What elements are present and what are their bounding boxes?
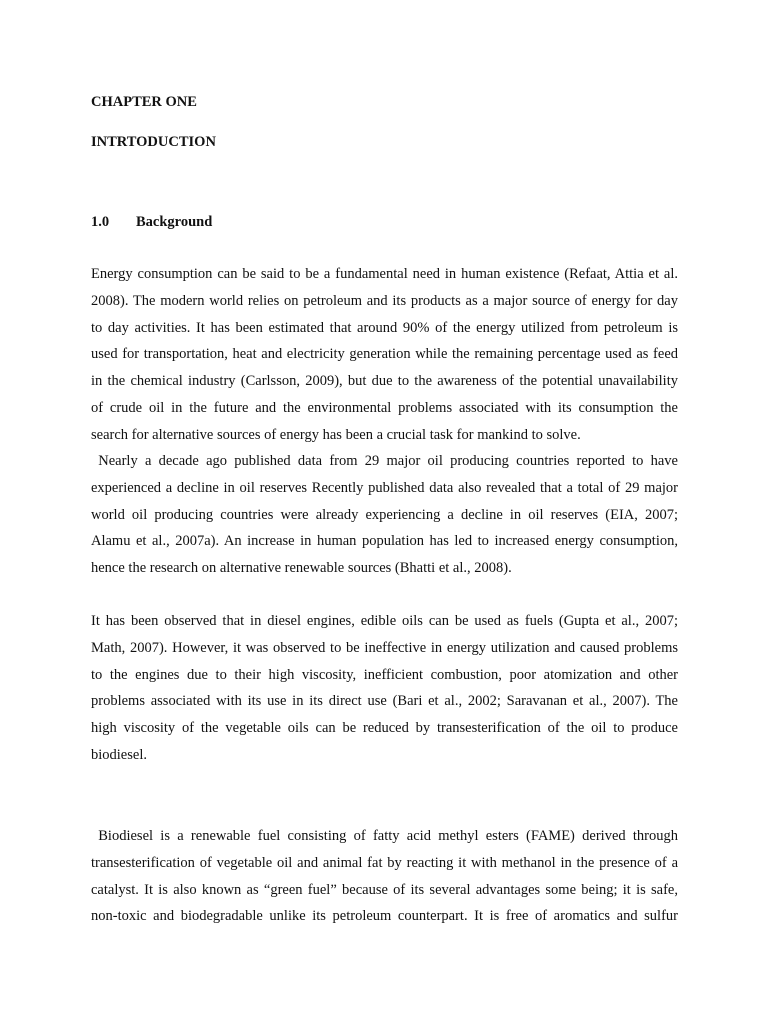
text-line: It has been observed that in diesel engines, edible oils can be used as fuels (Gupta et al., 2007; <box>91 613 678 629</box>
section-title: Background <box>136 214 213 230</box>
text-line: world oil producing countries were already experiencing a decline in oil reserves (EIA, 2007; <box>91 506 678 523</box>
text-line: non-toxic and biodegradable unlike its petroleum counterpart. It is free of aromatics and sulfur <box>91 908 678 925</box>
chapter-label: CHAPTER ONE <box>91 94 197 110</box>
text-line: Energy consumption can be said to be a fundamental need in human existence (Refaat, Attia et al. <box>91 266 678 282</box>
text-line: Biodiesel is a renewable fuel consisting of fatty acid methyl esters (FAME) derived through <box>91 828 678 844</box>
text-line: experienced a decline in oil reserves Recently published data also revealed that a total of 29 major <box>91 479 678 496</box>
paragraph-biodiesel <box>91 823 678 930</box>
paragraph-oil-reserves <box>91 448 678 582</box>
text-line: 2008). The modern world relies on petroleum and its products as a major source of energy for day <box>91 292 678 309</box>
section-number: 1.0 <box>91 214 110 230</box>
chapter-title: INTRTODUCTION <box>91 134 216 150</box>
text-line: search for alternative sources of energy has been a crucial task for mankind to solve. <box>91 426 581 443</box>
text-line: used for transportation, heat and electricity generation while the remaining percentage used as feed <box>91 346 678 363</box>
text-line: biodiesel. <box>91 746 147 763</box>
text-line: transesterification of vegetable oil and animal fat by reacting it with methanol in the presence of a <box>91 854 678 871</box>
text-line: Alamu et al., 2007a). An increase in human population has led to increased energy consumption, <box>91 533 678 550</box>
text-line: problems associated with its use in its direct use (Bari et al., 2002; Saravanan et al., 2007). The <box>91 693 678 710</box>
text-line: Math, 2007). However, it was observed to be ineffective in energy utilization and caused problems <box>91 639 678 656</box>
text-line: to day activities. It has been estimated that around 90% of the energy utilized from petroleum is <box>91 319 678 336</box>
section-heading <box>91 213 212 231</box>
text-line: high viscosity of the vegetable oils can be reduced by transesterification of the oil to produce <box>91 720 678 736</box>
text-line: hence the research on alternative renewable sources (Bhatti et al., 2008). <box>91 560 512 576</box>
text-line: in the chemical industry (Carlsson, 2009), but due to the awareness of the potential unavailability <box>91 373 678 389</box>
text-line: catalyst. It is also known as “green fuel” because of its several advantages some being; it is safe, <box>91 881 678 898</box>
paragraph-energy-consumption <box>91 261 678 448</box>
paragraph-diesel-engines <box>91 608 678 769</box>
text-line: of crude oil in the future and the environmental problems associated with its consumption the <box>91 399 678 416</box>
text-line: Nearly a decade ago published data from 29 major oil producing countries reported to have <box>91 453 678 469</box>
text-line: to the engines due to their high viscosity, inefficient combustion, poor atomization and other <box>91 666 678 683</box>
